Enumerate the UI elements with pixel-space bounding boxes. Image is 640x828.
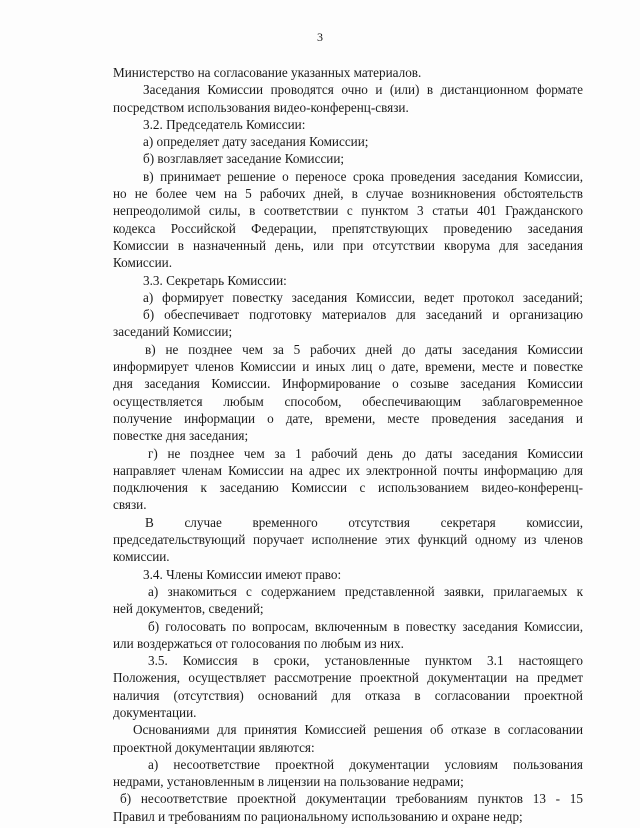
text-line: непреодолимой силы, в соответствии с пунктом 3 статьи 401 Гражданского [113, 203, 583, 219]
text-line: или воздержаться от голосования по любым из них. [113, 635, 404, 651]
text-line: Основаниями для принятия Комиссией решения об отказе в согласовании [133, 722, 583, 738]
text-line: в) не позднее чем за 5 рабочих дней до даты заседания Комиссии [145, 341, 583, 357]
text-line: Комиссии в назначенный день, или при отсутствии кворума для заседания [113, 237, 583, 253]
text-line: заседаний Комиссии; [113, 324, 233, 340]
text-line: в) принимает решение о переносе срока проведения заседания Комиссии, [143, 168, 583, 184]
text-line: но не более чем на 5 рабочих дней, в случае возникновения обстоятельств [113, 186, 583, 202]
text-line: а) знакомиться с содержанием представленной заявки, прилагаемых к [148, 583, 583, 599]
document-body [113, 64, 583, 825]
text-line: ней документов, сведений; [113, 601, 264, 617]
text-line: а) несоответствие проектной документации условиям пользования [148, 756, 583, 772]
text-line: Комиссии. [113, 255, 173, 271]
text-line: б) обеспечивает подготовку материалов для заседаний и организацию [143, 307, 583, 323]
text-line: кодекса Российской Федерации, препятствующих проведению заседания [113, 220, 583, 236]
text-line: получение информации о дате, времени, месте проведения заседания и [113, 410, 583, 426]
page-number: 3 [317, 30, 323, 44]
text-line: б) голосовать по вопросам, включенным в повестку заседания Комиссии, [148, 618, 583, 634]
text-line: 3.4. Члены Комиссии имеют право: [143, 566, 342, 582]
text-line: Правил и требованиям по рациональному использованию и охране недр; [113, 808, 523, 824]
text-line: направляет членам Комиссии на адрес их электронной почты информацию для [113, 462, 583, 478]
text-line: а) формирует повестку заседания Комиссии, ведет протокол заседаний; [143, 289, 583, 305]
text-line: связи. [113, 497, 147, 513]
text-line: подключения к заседанию Комиссии с использованием видео-конференц- [113, 480, 583, 496]
text-line: посредством использования видео-конференц-связи. [113, 99, 409, 115]
text-line: комиссии. [113, 549, 170, 565]
text-line: 3.5. Комиссия в сроки, установленные пунктом 3.1 настоящего [148, 653, 583, 669]
text-line: а) определяет дату заседания Комиссии; [143, 134, 369, 150]
text-line: повестке дня заседания; [113, 428, 249, 444]
text-line: проектной документации являются: [113, 739, 315, 755]
text-line: Положения, осуществляет рассмотрение проектной документации на предмет [113, 670, 583, 686]
text-line: осуществляется любым способом, обеспечивающим заблаговременное [113, 393, 583, 409]
text-line: б) несоответствие проектной документации требованиям пунктов 13 - 15 [120, 791, 583, 807]
text-line: наличия (отсутствия) оснований для отказа в согласовании проектной [113, 687, 583, 703]
text-line: информирует членов Комиссии и иных лиц о дате, времени, месте и повестке [113, 359, 583, 375]
text-line: Заседания Комиссии проводятся очно и (или) в дистанционном формате [143, 82, 583, 98]
text-line: недрами, установленным в лицензии на пользование недрами; [113, 774, 464, 790]
text-line: председательствующий поручает исполнение этих функций одному из членов [113, 532, 583, 548]
text-line: документации. [113, 704, 197, 720]
text-line: 3.2. Председатель Комиссии: [143, 116, 306, 132]
text-line: б) возглавляет заседание Комиссии; [143, 151, 345, 167]
text-line: 3.3. Секретарь Комиссии: [143, 272, 287, 288]
text-line: В случае временного отсутствия секретаря комиссии, [145, 514, 583, 530]
text-line: г) не позднее чем за 1 рабочий день до даты заседания Комиссии [148, 445, 583, 461]
text-line: дня заседания Комиссии. Информирование о созыве заседания Комиссии [113, 376, 583, 392]
text-line: Министерство на согласование указанных материалов. [113, 65, 422, 80]
